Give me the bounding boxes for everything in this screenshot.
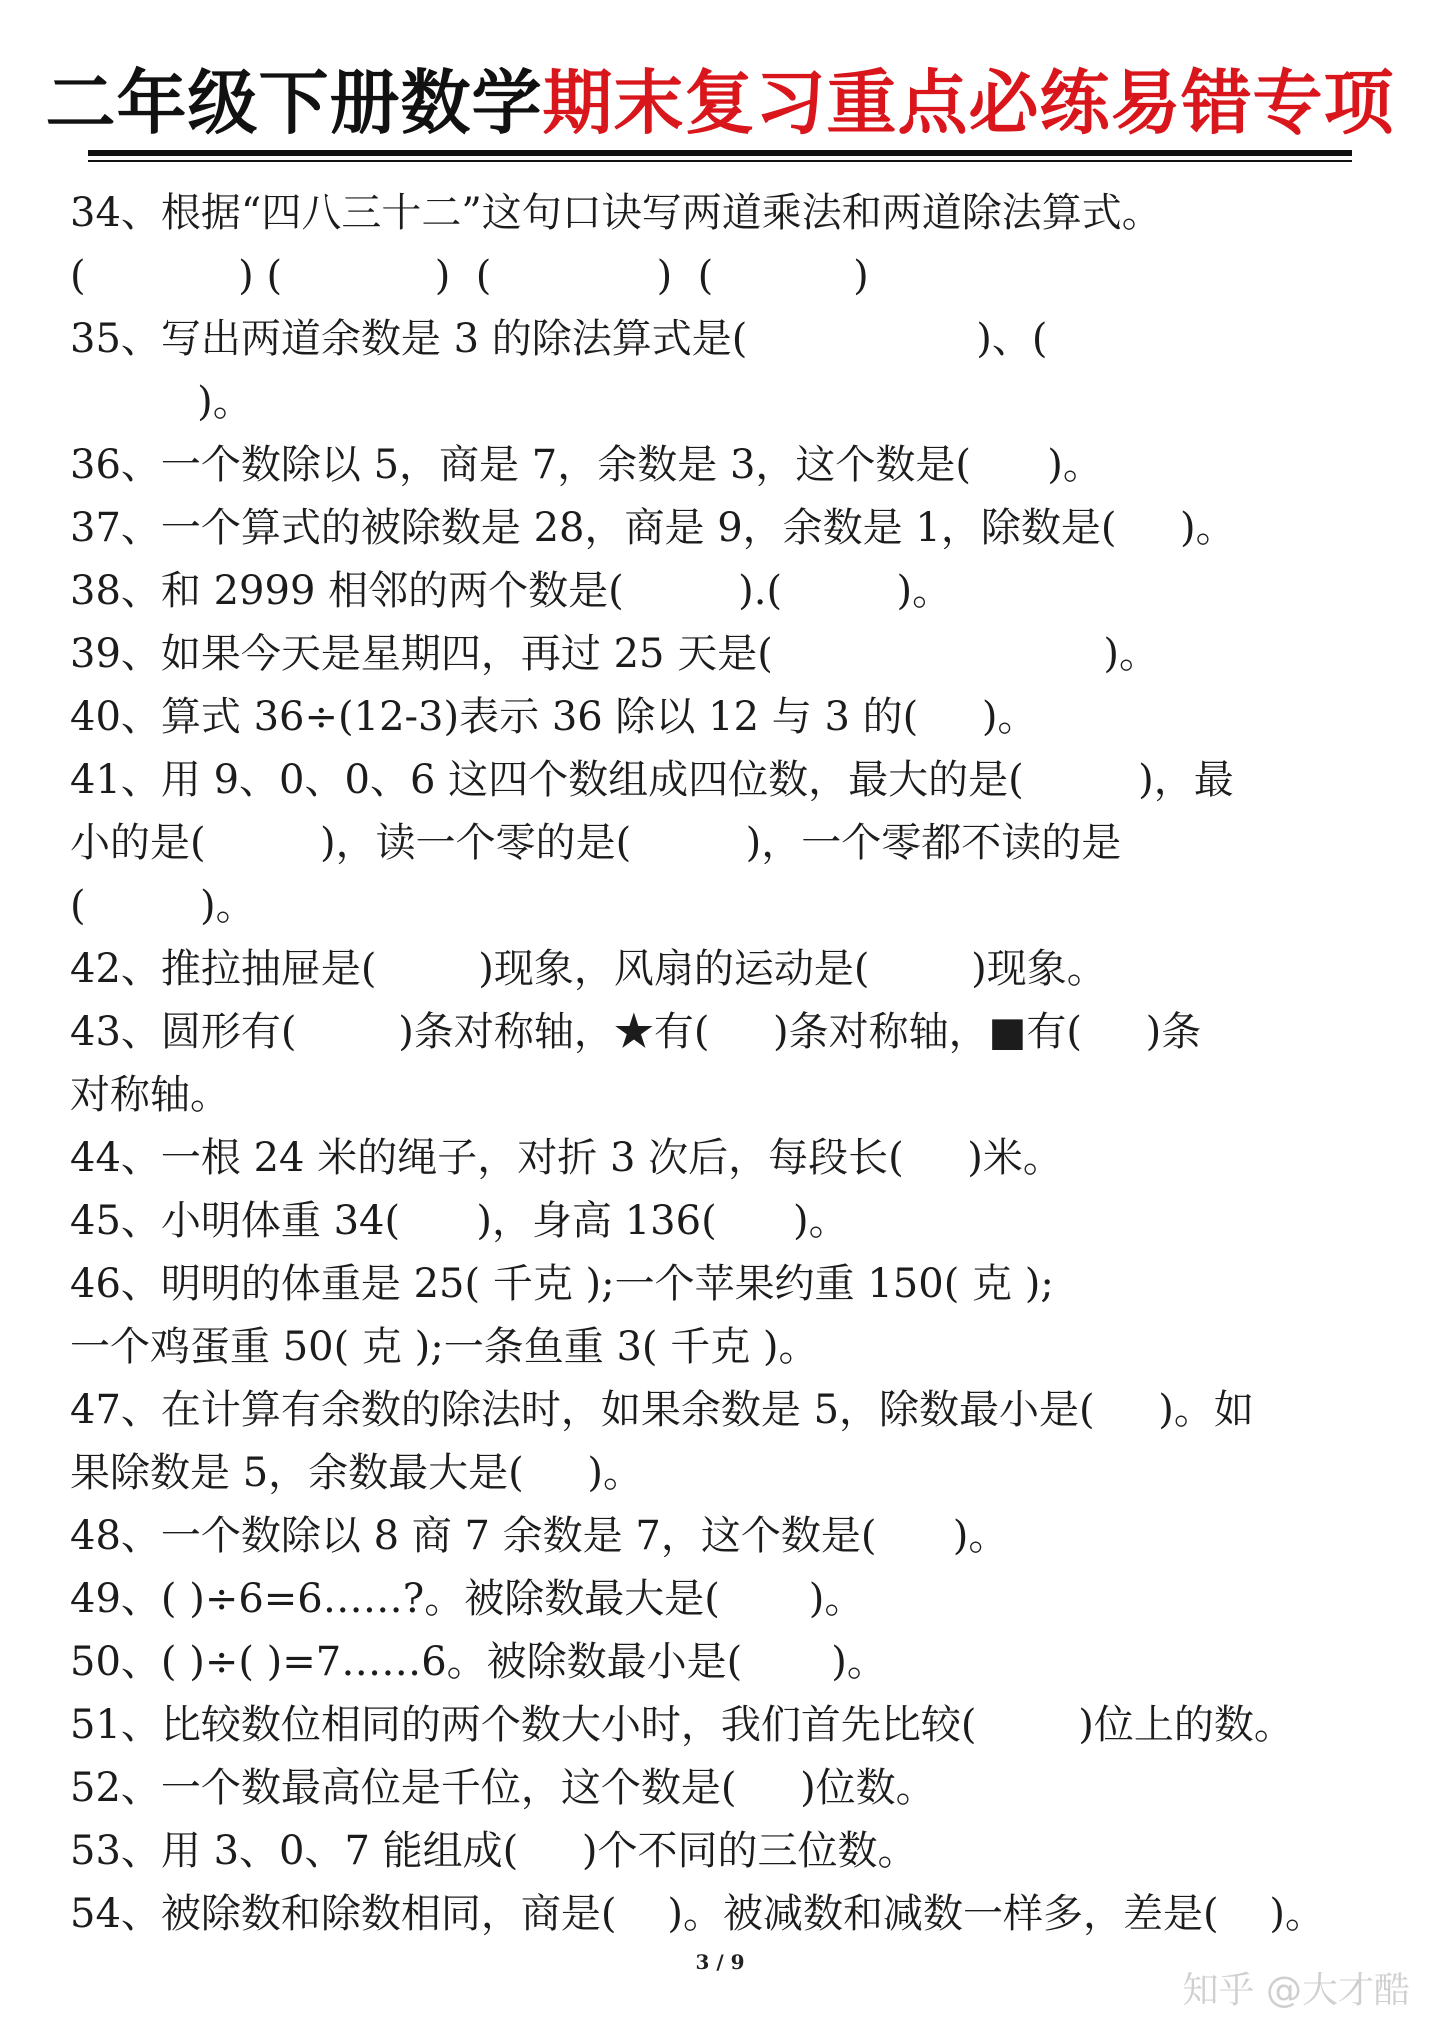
question-line: 52、一个数最高位是千位，这个数是( )位数。 [70, 1765, 936, 1811]
question-line: 49、( )÷6=6……?。被除数最大是( )。 [70, 1576, 865, 1622]
title-red-part: 期末复习重点必练易错专项 [542, 62, 1395, 144]
question-line: 54、被除数和除数相同，商是( )。被减数和减数一样多，差是( )。 [70, 1891, 1326, 1937]
question-line: 48、一个数除以 8 商 7 余数是 7，这个数是( )。 [70, 1513, 1009, 1559]
question-line: 小的是( )，读一个零的是( )，一个零都不读的是 [70, 820, 1122, 866]
title-underline-thick [88, 150, 1352, 156]
question-line: 51、比较数位相同的两个数大小时，我们首先比较( )位上的数。 [70, 1702, 1294, 1748]
title-underline-thin [88, 160, 1352, 162]
page-number: 3 / 9 [695, 1950, 745, 1974]
title-black-part: 二年级下册数学 [45, 62, 543, 144]
question-line: 对称轴。 [70, 1072, 230, 1118]
question-line: 35、写出两道余数是 3 的除法算式是( )、( [70, 316, 1048, 362]
question-line: 41、用 9、0、0、6 这四个数组成四位数，最大的是( )，最 [70, 757, 1234, 803]
question-line: 46、明明的体重是 25( 千克 );一个苹果约重 150( 克 ); [70, 1261, 1054, 1307]
question-line: ( ) ( ) ( ) ( ) [70, 253, 869, 299]
question-line: 42、推拉抽屉是( )现象，风扇的运动是( )现象。 [70, 946, 1107, 992]
question-list [70, 182, 1380, 1946]
question-line: 40、算式 36÷(12-3)表示 36 除以 12 与 3 的( )。 [70, 694, 1038, 740]
question-line: ( )。 [70, 883, 256, 929]
question-line: 53、用 3、0、7 能组成( )个不同的三位数。 [70, 1828, 918, 1874]
question-line: 43、圆形有( )条对称轴，★有( )条对称轴，■有( )条 [70, 1009, 1202, 1055]
question-line: 50、( )÷( )=7……6。被除数最小是( )。 [70, 1639, 887, 1685]
watermark: 知乎 @大才酷 [1182, 1970, 1410, 2011]
question-line: 36、一个数除以 5，商是 7，余数是 3，这个数是( )。 [70, 442, 1103, 488]
question-line: 34、根据“四八三十二”这句口诀写两道乘法和两道除法算式。 [70, 190, 1162, 236]
question-line: 37、一个算式的被除数是 28，商是 9，余数是 1，除数是( )。 [70, 505, 1236, 551]
question-line: )。 [70, 379, 253, 425]
question-line: 45、小明体重 34( )，身高 136( )。 [70, 1198, 849, 1244]
question-line: 38、和 2999 相邻的两个数是( ).( )。 [70, 568, 953, 614]
question-line: 果除数是 5，余数最大是( )。 [70, 1450, 643, 1496]
question-line: 44、一根 24 米的绳子，对折 3 次后，每段长( )米。 [70, 1135, 1063, 1181]
page-title [0, 58, 1440, 148]
question-line: 47、在计算有余数的除法时，如果余数是 5，除数最小是( )。如 [70, 1387, 1254, 1433]
question-line: 39、如果今天是星期四，再过 25 天是( )。 [70, 631, 1160, 677]
question-line: 一个鸡蛋重 50( 克 );一条鱼重 3( 千克 )。 [70, 1324, 819, 1370]
